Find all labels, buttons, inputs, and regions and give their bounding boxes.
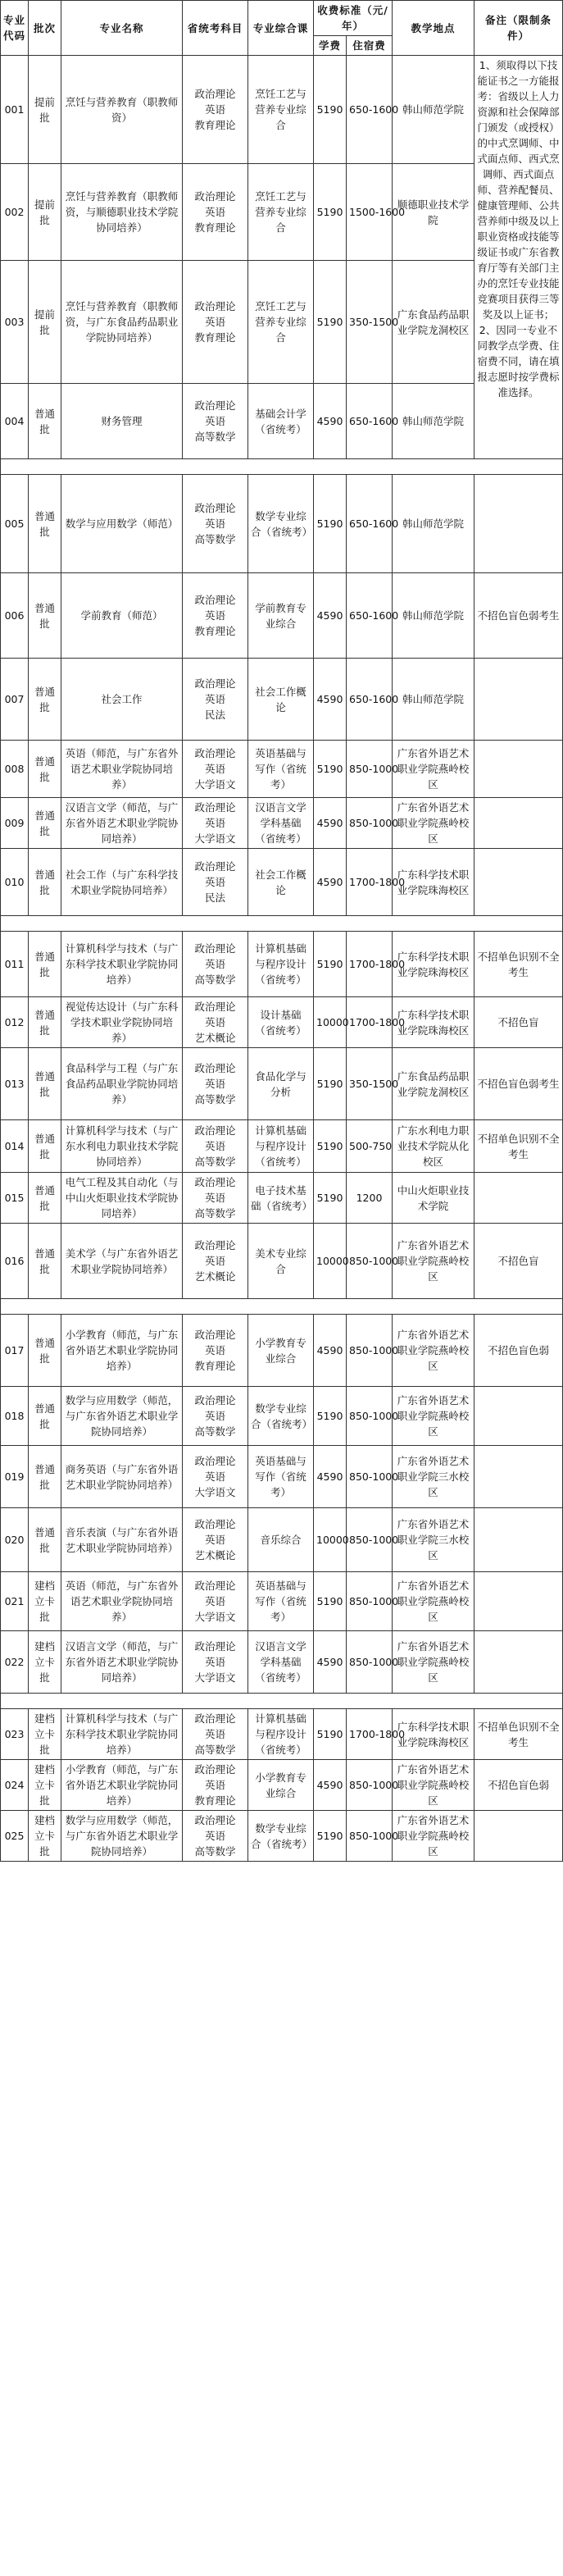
major-cell: 计算机科学与技术（与广东水利电力职业技术学院协同培养） (61, 1120, 183, 1173)
major-cell: 音乐表演（与广东省外语艺术职业学院协同培养） (61, 1508, 183, 1572)
major-cell: 电气工程及其自动化（与中山火炬职业技术学院协同培养） (61, 1173, 183, 1224)
lodging-cell: 1700-1800 (347, 849, 393, 916)
tuition-cell: 10000 (314, 1508, 347, 1572)
code-cell: 015 (1, 1173, 29, 1224)
table-row (1, 1709, 563, 1760)
location-cell: 广东省外语艺术职业学院燕岭校区 (393, 1811, 474, 1862)
remarks-cell (474, 1446, 563, 1508)
batch-cell: 建档立卡批 (29, 1572, 61, 1631)
table-row (1, 1315, 563, 1387)
code-cell: 023 (1, 1709, 29, 1760)
code-cell: 011 (1, 932, 29, 997)
comprehensive-cell: 基础会计学（省统考） (248, 384, 314, 459)
tuition-cell: 5190 (314, 1048, 347, 1120)
table-row (1, 1173, 563, 1224)
lodging-cell: 850-1000 (347, 1760, 393, 1811)
batch-cell: 提前批 (29, 261, 61, 384)
lodging-cell: 850-1000 (347, 1631, 393, 1694)
batch-cell: 普通批 (29, 1446, 61, 1508)
tuition-cell: 4590 (314, 1446, 347, 1508)
table-row (1, 56, 563, 164)
batch-cell: 普通批 (29, 1120, 61, 1173)
lodging-cell: 850-1000 (347, 1508, 393, 1572)
major-cell: 烹饪与营养教育（职教师资） (61, 56, 183, 164)
remarks-cell (474, 1173, 563, 1224)
lodging-cell: 650-1600 (347, 659, 393, 741)
batch-cell: 普通批 (29, 849, 61, 916)
code-cell: 018 (1, 1387, 29, 1446)
code-cell: 025 (1, 1811, 29, 1862)
lodging-cell: 850-1000 (347, 1572, 393, 1631)
major-cell: 汉语言文学（师范，与广东省外语艺术职业学院协同培养） (61, 1631, 183, 1694)
comprehensive-cell: 数学专业综合（省统考） (248, 475, 314, 573)
batch-cell: 普通批 (29, 798, 61, 849)
remarks-cell (474, 1387, 563, 1446)
lodging-cell: 850-1000 (347, 798, 393, 849)
location-cell: 广东科学技术职业学院珠海校区 (393, 932, 474, 997)
comprehensive-cell: 数学专业综合（省统考） (248, 1387, 314, 1446)
comprehensive-cell: 音乐综合 (248, 1508, 314, 1572)
exam-subjects-cell: 政治理论 英语 大学语文 (183, 798, 248, 849)
comprehensive-cell: 设计基础（省统考） (248, 997, 314, 1048)
tuition-cell: 5190 (314, 164, 347, 261)
exam-subjects-cell: 政治理论 英语 艺术概论 (183, 1508, 248, 1572)
comprehensive-cell: 小学教育专业综合 (248, 1315, 314, 1387)
lodging-cell: 850-1000 (347, 741, 393, 798)
major-cell: 数学与应用数学（师范，与广东省外语艺术职业学院协同培养） (61, 1387, 183, 1446)
location-cell: 广东省外语艺术职业学院燕岭校区 (393, 741, 474, 798)
major-cell: 学前教育（师范） (61, 573, 183, 659)
exam-subjects-cell: 政治理论 英语 教育理论 (183, 573, 248, 659)
code-cell: 021 (1, 1572, 29, 1631)
major-cell: 计算机科学与技术（与广东科学技术职业学院协同培养） (61, 1709, 183, 1760)
tuition-cell: 4590 (314, 1631, 347, 1694)
remarks-note-cell: 1、须取得以下技能证书之一方能报考：省级以上人力资源和社会保障部门颁发（或授权）的中式烹调师、中式面点师、西式烹调师、西式面点师、营养配餐员、健康管理师、公共营养师中级及以上职业资格或技能等级证书或广东省教育厅等有关部门主办的烹饪专业技能竞赛项目获得三等奖及以上证书；2、因同一专业不同教学点学费、住宿费不同，请在填报志愿时按学费标准选择。 (474, 56, 563, 459)
code-cell: 020 (1, 1508, 29, 1572)
comprehensive-cell: 美术专业综合 (248, 1224, 314, 1299)
tuition-cell: 5190 (314, 475, 347, 573)
major-cell: 烹饪与营养教育（职教师资，与顺德职业技术学院协同培养） (61, 164, 183, 261)
comprehensive-cell: 英语基础与写作（省统考） (248, 741, 314, 798)
header-remarks: 备注（限制条件） (474, 1, 563, 56)
comprehensive-cell: 计算机基础与程序设计（省统考） (248, 1709, 314, 1760)
tuition-cell: 5190 (314, 56, 347, 164)
major-cell: 英语（师范，与广东省外语艺术职业学院协同培养） (61, 1572, 183, 1631)
code-cell: 024 (1, 1760, 29, 1811)
location-cell: 广东省外语艺术职业学院三水校区 (393, 1508, 474, 1572)
tuition-cell: 5190 (314, 741, 347, 798)
location-cell: 广东水利电力职业技术学院从化校区 (393, 1120, 474, 1173)
batch-cell: 建档立卡批 (29, 1811, 61, 1862)
code-cell: 019 (1, 1446, 29, 1508)
batch-cell: 普通批 (29, 741, 61, 798)
lodging-cell: 650-1600 (347, 56, 393, 164)
tuition-cell: 5190 (314, 1709, 347, 1760)
lodging-cell: 650-1600 (347, 384, 393, 459)
table-row (1, 659, 563, 741)
table-section-4 (1, 1315, 563, 1694)
comprehensive-cell: 英语基础与写作（省统考） (248, 1446, 314, 1508)
batch-cell: 提前批 (29, 56, 61, 164)
table-row (1, 1387, 563, 1446)
tuition-cell: 10000 (314, 1224, 347, 1299)
location-cell: 韩山师范学院 (393, 384, 474, 459)
major-cell: 社会工作 (61, 659, 183, 741)
remarks-cell: 不招色盲色弱 (474, 1760, 563, 1811)
table-section-3 (1, 932, 563, 1299)
batch-cell: 普通批 (29, 659, 61, 741)
location-cell: 广东省外语艺术职业学院燕岭校区 (393, 1315, 474, 1387)
lodging-cell: 850-1000 (347, 1315, 393, 1387)
exam-subjects-cell: 政治理论 英语 高等数学 (183, 1120, 248, 1173)
exam-subjects-cell: 政治理论 英语 教育理论 (183, 1315, 248, 1387)
exam-subjects-cell: 政治理论 英语 大学语文 (183, 1446, 248, 1508)
tuition-cell: 4590 (314, 849, 347, 916)
exam-subjects-cell: 政治理论 英语 民法 (183, 849, 248, 916)
comprehensive-cell: 电子技术基础（省统考） (248, 1173, 314, 1224)
tuition-cell: 4590 (314, 1760, 347, 1811)
exam-subjects-cell: 政治理论 英语 教育理论 (183, 164, 248, 261)
tuition-cell: 5190 (314, 1811, 347, 1862)
code-cell: 002 (1, 164, 29, 261)
table-row (1, 1760, 563, 1811)
batch-cell: 普通批 (29, 1224, 61, 1299)
exam-subjects-cell: 政治理论 英语 大学语文 (183, 741, 248, 798)
major-cell: 商务英语（与广东省外语艺术职业学院协同培养） (61, 1446, 183, 1508)
code-cell: 013 (1, 1048, 29, 1120)
location-cell: 广东省外语艺术职业学院燕岭校区 (393, 1760, 474, 1811)
code-cell: 001 (1, 56, 29, 164)
exam-subjects-cell: 政治理论 英语 高等数学 (183, 384, 248, 459)
comprehensive-cell: 社会工作概论 (248, 659, 314, 741)
comprehensive-cell: 烹饪工艺与营养专业综合 (248, 261, 314, 384)
batch-cell: 普通批 (29, 1048, 61, 1120)
table-row (1, 932, 563, 997)
location-cell: 顺德职业技术学院 (393, 164, 474, 261)
exam-subjects-cell: 政治理论 英语 高等数学 (183, 1173, 248, 1224)
code-cell: 008 (1, 741, 29, 798)
exam-subjects-cell: 政治理论 英语 大学语文 (183, 1631, 248, 1694)
table-row (1, 1508, 563, 1572)
tuition-cell: 5190 (314, 1173, 347, 1224)
remarks-cell (474, 1811, 563, 1862)
remarks-cell (474, 798, 563, 849)
tuition-cell: 4590 (314, 384, 347, 459)
comprehensive-cell: 汉语言文学学科基础（省统考） (248, 1631, 314, 1694)
batch-cell: 普通批 (29, 475, 61, 573)
comprehensive-cell: 食品化学与分析 (248, 1048, 314, 1120)
location-cell: 中山火炬职业技术学院 (393, 1173, 474, 1224)
comprehensive-cell: 计算机基础与程序设计（省统考） (248, 1120, 314, 1173)
tuition-cell: 4590 (314, 659, 347, 741)
remarks-cell (474, 1508, 563, 1572)
table-row (1, 849, 563, 916)
code-cell: 007 (1, 659, 29, 741)
location-cell: 广东食品药品职业学院龙洞校区 (393, 261, 474, 384)
header-comprehensive: 专业综合课 (248, 1, 314, 56)
location-cell: 广东省外语艺术职业学院燕岭校区 (393, 798, 474, 849)
tuition-cell: 4590 (314, 1315, 347, 1387)
comprehensive-cell: 英语基础与写作（省统考） (248, 1572, 314, 1631)
tuition-cell: 4590 (314, 573, 347, 659)
code-cell: 010 (1, 849, 29, 916)
location-cell: 韩山师范学院 (393, 475, 474, 573)
location-cell: 韩山师范学院 (393, 573, 474, 659)
batch-cell: 普通批 (29, 997, 61, 1048)
lodging-cell: 350-1500 (347, 1048, 393, 1120)
tuition-cell: 5190 (314, 1387, 347, 1446)
location-cell: 广东科学技术职业学院珠海校区 (393, 997, 474, 1048)
lodging-cell: 500-750 (347, 1120, 393, 1173)
major-cell: 社会工作（与广东科学技术职业学院协同培养） (61, 849, 183, 916)
exam-subjects-cell: 政治理论 英语 艺术概论 (183, 997, 248, 1048)
table-section-2 (1, 475, 563, 916)
comprehensive-cell: 计算机基础与程序设计（省统考） (248, 932, 314, 997)
major-cell: 数学与应用数学（师范） (61, 475, 183, 573)
table-row (1, 1120, 563, 1173)
batch-cell: 普通批 (29, 1508, 61, 1572)
header-location: 教学地点 (393, 1, 474, 56)
remarks-cell (474, 849, 563, 916)
location-cell: 广东省外语艺术职业学院燕岭校区 (393, 1631, 474, 1694)
lodging-cell: 850-1000 (347, 1811, 393, 1862)
lodging-cell: 650-1600 (347, 475, 393, 573)
comprehensive-cell: 汉语言文学学科基础（省统考） (248, 798, 314, 849)
location-cell: 广东科学技术职业学院珠海校区 (393, 1709, 474, 1760)
table-row (1, 475, 563, 573)
comprehensive-cell: 烹饪工艺与营养专业综合 (248, 56, 314, 164)
exam-subjects-cell: 政治理论 英语 高等数学 (183, 475, 248, 573)
remarks-cell (474, 741, 563, 798)
major-cell: 食品科学与工程（与广东食品药品职业学院协同培养） (61, 1048, 183, 1120)
table-row (1, 741, 563, 798)
exam-subjects-cell: 政治理论 英语 高等数学 (183, 1709, 248, 1760)
tuition-cell: 5190 (314, 261, 347, 384)
lodging-cell: 1700-1800 (347, 1709, 393, 1760)
major-cell: 小学教育（师范，与广东省外语艺术职业学院协同培养） (61, 1760, 183, 1811)
remarks-cell: 不招色盲 (474, 997, 563, 1048)
header-code: 专业代码 (1, 1, 29, 56)
batch-cell: 普通批 (29, 1173, 61, 1224)
remarks-cell: 不招色盲色弱 (474, 1315, 563, 1387)
lodging-cell: 850-1000 (347, 1446, 393, 1508)
batch-cell: 建档立卡批 (29, 1760, 61, 1811)
lodging-cell: 850-1000 (347, 1224, 393, 1299)
header-lodging: 住宿费 (347, 36, 393, 56)
code-cell: 016 (1, 1224, 29, 1299)
major-cell: 英语（师范，与广东省外语艺术职业学院协同培养） (61, 741, 183, 798)
table-row (1, 798, 563, 849)
major-cell: 美术学（与广东省外语艺术职业学院协同培养） (61, 1224, 183, 1299)
batch-cell: 普通批 (29, 1315, 61, 1387)
table-row (1, 1048, 563, 1120)
lodging-cell: 850-1000 (347, 1387, 393, 1446)
location-cell: 广东食品药品职业学院龙洞校区 (393, 1048, 474, 1120)
code-cell: 004 (1, 384, 29, 459)
major-cell: 汉语言文学（师范，与广东省外语艺术职业学院协同培养） (61, 798, 183, 849)
header-batch: 批次 (29, 1, 61, 56)
tuition-cell: 5190 (314, 1120, 347, 1173)
code-cell: 017 (1, 1315, 29, 1387)
remarks-cell: 不招单色识别不全考生 (474, 932, 563, 997)
remarks-cell (474, 1631, 563, 1694)
remarks-cell: 不招色盲色弱考生 (474, 573, 563, 659)
remarks-cell: 不招色盲 (474, 1224, 563, 1299)
remarks-cell: 不招单色识别不全考生 (474, 1120, 563, 1173)
tuition-cell: 5190 (314, 932, 347, 997)
location-cell: 广东科学技术职业学院珠海校区 (393, 849, 474, 916)
remarks-cell: 不招单色识别不全考生 (474, 1709, 563, 1760)
batch-cell: 普通批 (29, 573, 61, 659)
exam-subjects-cell: 政治理论 英语 高等数学 (183, 1387, 248, 1446)
location-cell: 韩山师范学院 (393, 659, 474, 741)
location-cell: 韩山师范学院 (393, 56, 474, 164)
location-cell: 广东省外语艺术职业学院三水校区 (393, 1446, 474, 1508)
batch-cell: 提前批 (29, 164, 61, 261)
batch-cell: 建档立卡批 (29, 1631, 61, 1694)
batch-cell: 普通批 (29, 384, 61, 459)
remarks-cell (474, 475, 563, 573)
tuition-cell: 4590 (314, 798, 347, 849)
remarks-cell (474, 659, 563, 741)
table-row (1, 1572, 563, 1631)
batch-cell: 普通批 (29, 1387, 61, 1446)
exam-subjects-cell: 政治理论 英语 民法 (183, 659, 248, 741)
code-cell: 003 (1, 261, 29, 384)
table-row (1, 1446, 563, 1508)
tuition-cell: 5190 (314, 1572, 347, 1631)
header-major: 专业名称 (61, 1, 183, 56)
location-cell: 广东省外语艺术职业学院燕岭校区 (393, 1572, 474, 1631)
comprehensive-cell: 数学专业综合（省统考） (248, 1811, 314, 1862)
batch-cell: 普通批 (29, 932, 61, 997)
table-row (1, 997, 563, 1048)
lodging-cell: 350-1500 (347, 261, 393, 384)
major-cell: 小学教育（师范，与广东省外语艺术职业学院协同培养） (61, 1315, 183, 1387)
exam-subjects-cell: 政治理论 英语 高等数学 (183, 1048, 248, 1120)
lodging-cell: 1700-1800 (347, 997, 393, 1048)
code-cell: 012 (1, 997, 29, 1048)
table-row (1, 1224, 563, 1299)
major-cell: 计算机科学与技术（与广东科学技术职业学院协同培养） (61, 932, 183, 997)
exam-subjects-cell: 政治理论 英语 教育理论 (183, 261, 248, 384)
remarks-cell: 不招色盲色弱考生 (474, 1048, 563, 1120)
table-row (1, 573, 563, 659)
exam-subjects-cell: 政治理论 英语 教育理论 (183, 56, 248, 164)
lodging-cell: 1500-1600 (347, 164, 393, 261)
code-cell: 022 (1, 1631, 29, 1694)
location-cell: 广东省外语艺术职业学院燕岭校区 (393, 1224, 474, 1299)
exam-subjects-cell: 政治理论 英语 教育理论 (183, 1760, 248, 1811)
exam-subjects-cell: 政治理论 英语 大学语文 (183, 1572, 248, 1631)
major-cell: 视觉传达设计（与广东科学技术职业学院协同培养） (61, 997, 183, 1048)
header-tuition: 学费 (314, 36, 347, 56)
header-fee-standard: 收费标准（元/年） (314, 1, 393, 36)
tuition-cell: 10000 (314, 997, 347, 1048)
major-cell: 数学与应用数学（师范，与广东省外语艺术职业学院协同培养） (61, 1811, 183, 1862)
remarks-cell (474, 1572, 563, 1631)
comprehensive-cell: 社会工作概论 (248, 849, 314, 916)
header-exam-subjects: 省统考科目 (183, 1, 248, 56)
major-cell: 烹饪与营养教育（职教师资，与广东食品药品职业学院协同培养） (61, 261, 183, 384)
comprehensive-cell: 烹饪工艺与营养专业综合 (248, 164, 314, 261)
table-section-1 (1, 56, 563, 459)
comprehensive-cell: 学前教育专业综合 (248, 573, 314, 659)
exam-subjects-cell: 政治理论 英语 高等数学 (183, 932, 248, 997)
lodging-cell: 1200 (347, 1173, 393, 1224)
code-cell: 005 (1, 475, 29, 573)
exam-subjects-cell: 政治理论 英语 高等数学 (183, 1811, 248, 1862)
table-row (1, 1631, 563, 1694)
comprehensive-cell: 小学教育专业综合 (248, 1760, 314, 1811)
major-cell: 财务管理 (61, 384, 183, 459)
exam-subjects-cell: 政治理论 英语 艺术概论 (183, 1224, 248, 1299)
table-row (1, 1811, 563, 1862)
code-cell: 014 (1, 1120, 29, 1173)
batch-cell: 建档立卡批 (29, 1709, 61, 1760)
location-cell: 广东省外语艺术职业学院燕岭校区 (393, 1387, 474, 1446)
code-cell: 006 (1, 573, 29, 659)
table-section-5 (1, 1709, 563, 1862)
lodging-cell: 650-1600 (347, 573, 393, 659)
lodging-cell: 1700-1800 (347, 932, 393, 997)
code-cell: 009 (1, 798, 29, 849)
